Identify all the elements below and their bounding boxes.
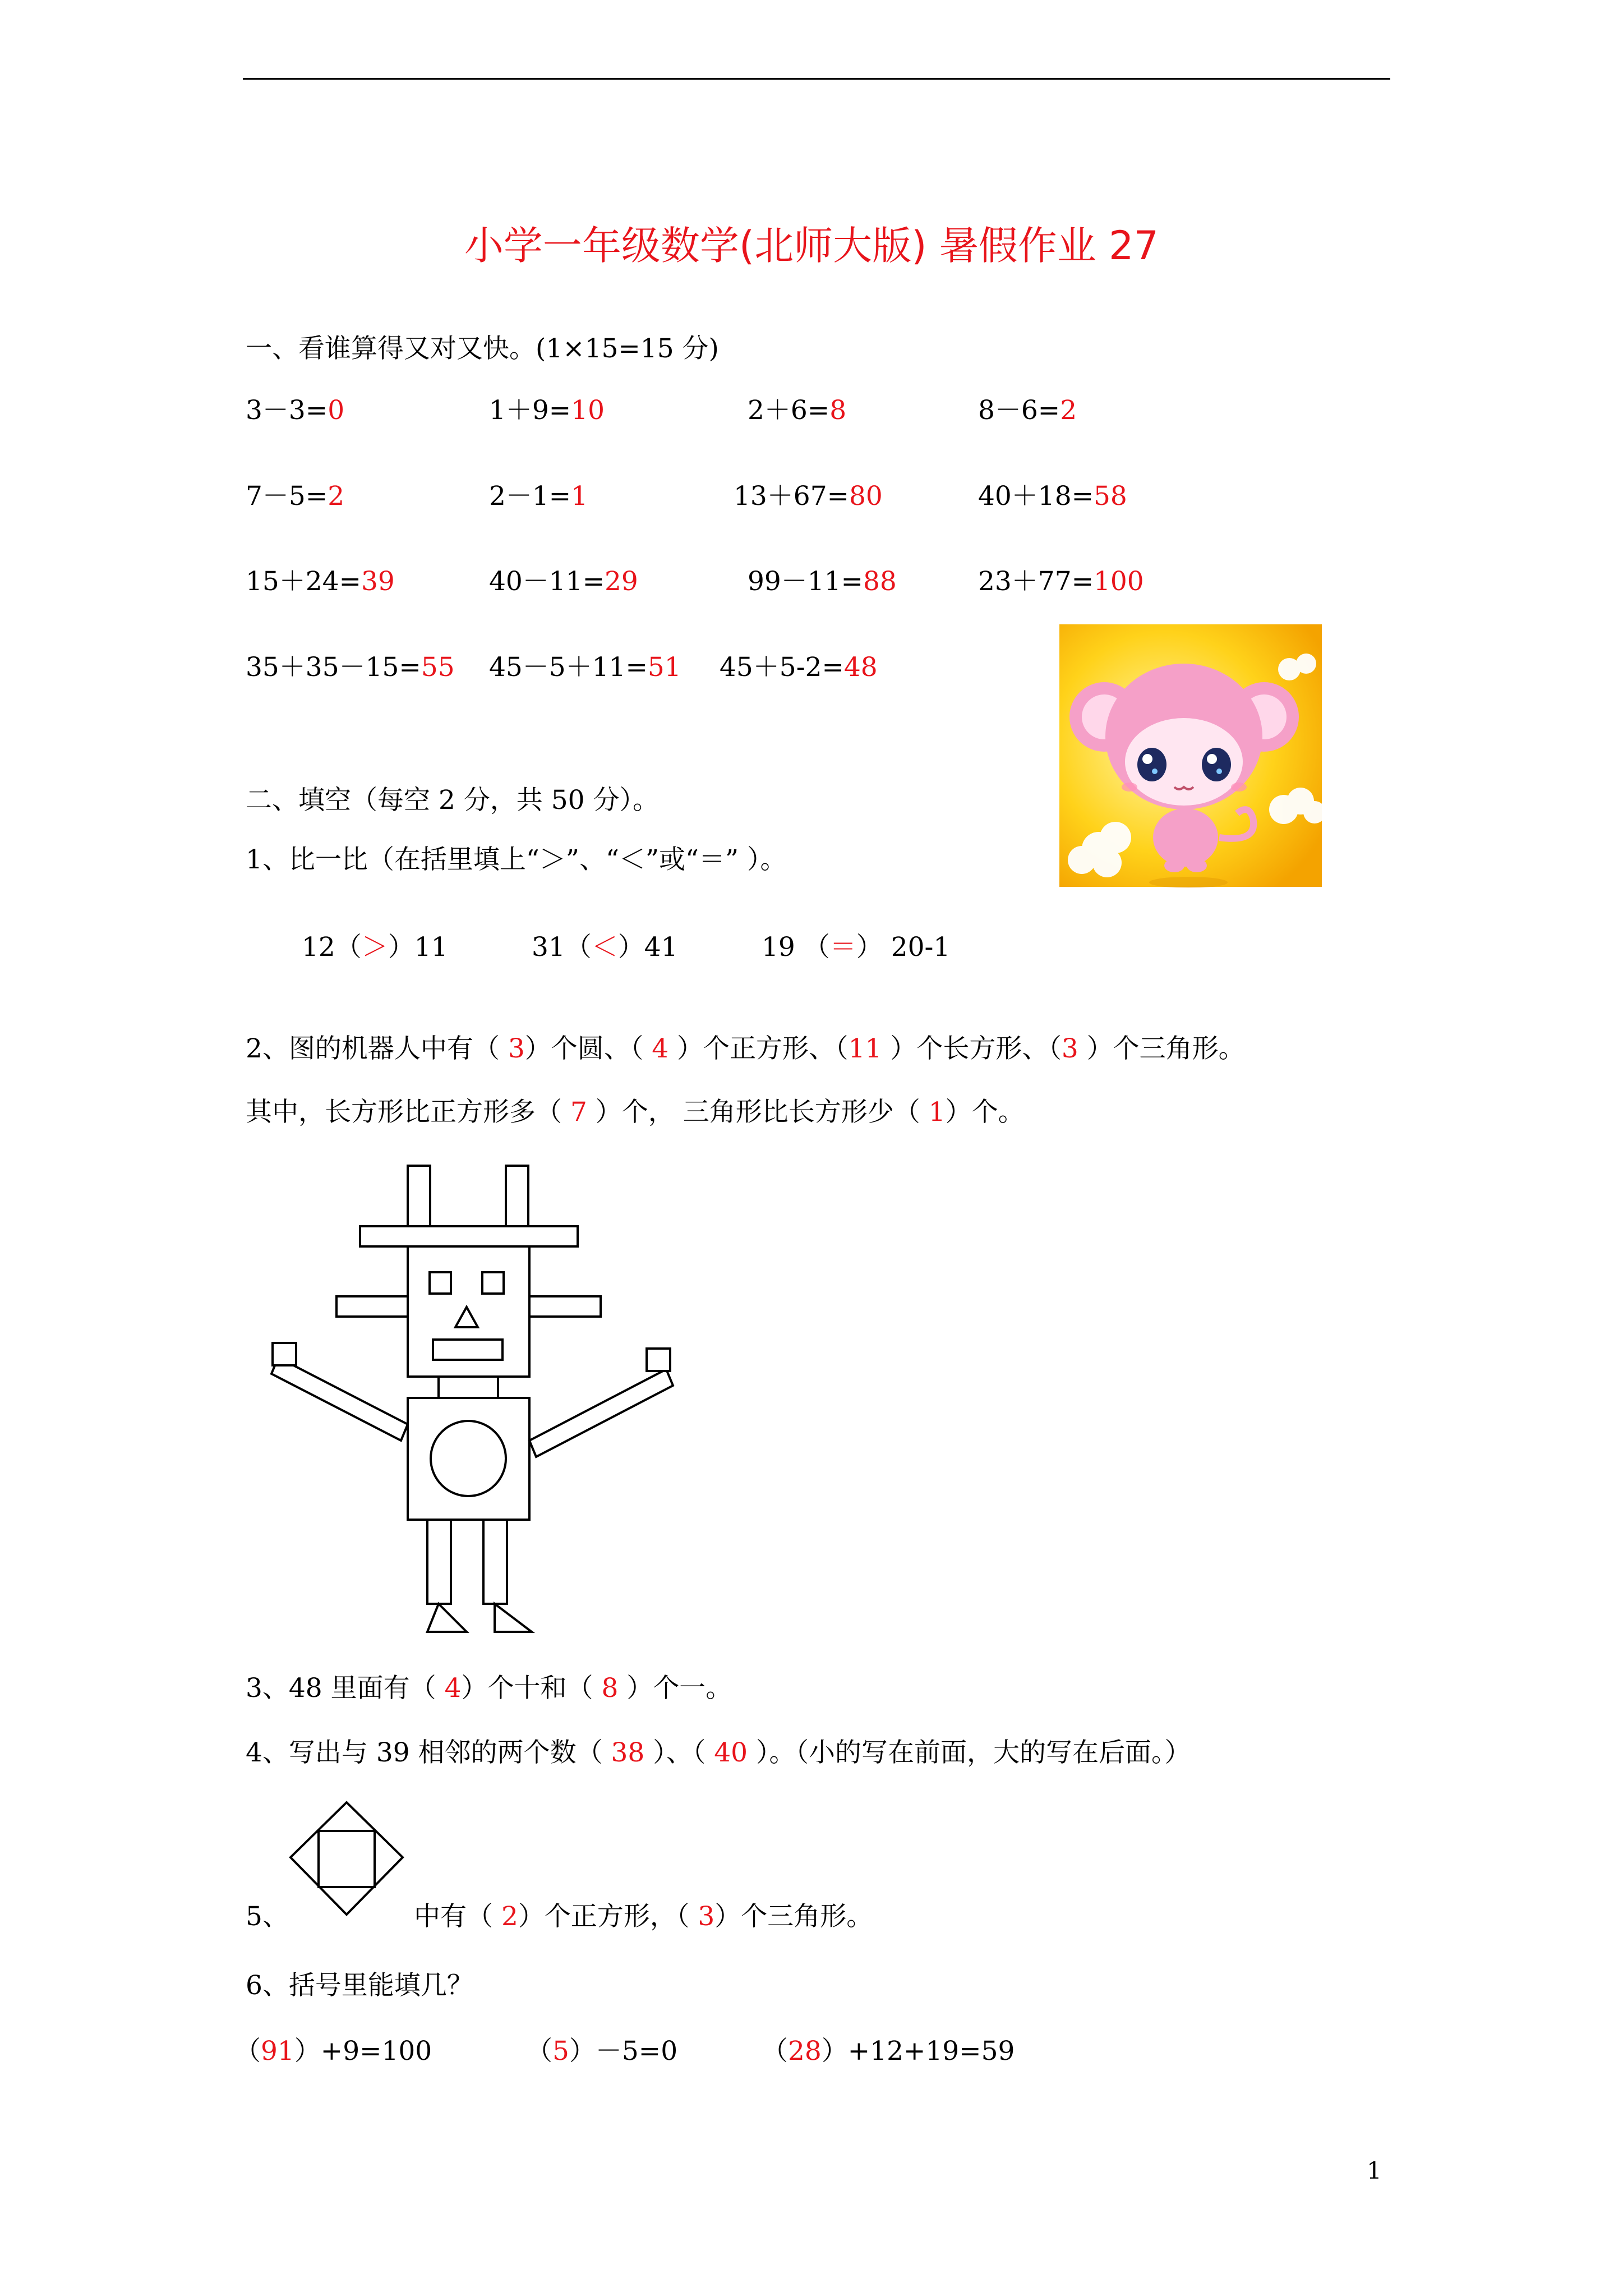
- compare-item-2: 31（＜）41: [532, 932, 678, 963]
- section1-heading: 一、看谁算得又对又快。(1×15=15 分): [246, 333, 719, 364]
- q6-item-3: （28）+12+19=59: [762, 2036, 1015, 2067]
- q3-text: 3、48 里面有（ 4）个十和（ 8 ）个一。: [246, 1673, 732, 1704]
- compare-item-3: 19 （＝） 20-1: [762, 932, 951, 963]
- problem-14: 45－5＋11=51: [489, 652, 681, 683]
- q6-item-2: （5）－5=0: [526, 2036, 678, 2067]
- page-number: 1: [1367, 2157, 1382, 2184]
- q2-line-1: 2、图的机器人中有（ 3）个圆、（ 4 ）个正方形、（11 ）个长方形、（3 ）个三角形。: [246, 1033, 1245, 1064]
- problem-13: 35＋35－15=55: [246, 652, 455, 683]
- square-in-diamond-figure: [285, 1799, 408, 1922]
- problem-12: 23＋77=100: [978, 566, 1144, 597]
- q5-text: 中有（ 2）个正方形，（ 3）个三角形。: [414, 1901, 873, 1932]
- problem-3: 2＋6=8: [748, 395, 847, 426]
- q6-prompt: 6、括号里能填几？: [246, 1970, 473, 2001]
- problem-7: 13＋67=80: [734, 481, 883, 512]
- section2-heading: 二、填空（每空 2 分，共 50 分）。: [246, 785, 659, 816]
- q5-number: 5、: [246, 1901, 289, 1932]
- monkey-cartoon-image: [1059, 624, 1322, 887]
- page-title: 小学一年级数学(北师大版) 暑假作业 27: [464, 223, 1159, 269]
- header-rule: [243, 78, 1390, 80]
- problem-2: 1＋9=10: [489, 395, 605, 426]
- problem-5: 7－5=2: [246, 481, 345, 512]
- q2-line-2: 其中，长方形比正方形多（ 7 ）个， 三角形比长方形少（ 1）个。: [246, 1097, 1025, 1128]
- q4-text: 4、写出与 39 相邻的两个数（ 38 ）、（ 40 ）。（小的写在前面，大的写在后面。）: [246, 1737, 1191, 1768]
- problem-11: 99－11=88: [748, 566, 897, 597]
- q1-prompt: 1、比一比（在括里填上“＞”、“＜”或“＝” ）。: [246, 844, 787, 875]
- problem-8: 40＋18=58: [978, 481, 1127, 512]
- problem-1: 3－3=0: [246, 395, 345, 426]
- q6-item-1: （91）+9=100: [234, 2036, 432, 2067]
- problem-4: 8－6=2: [978, 395, 1077, 426]
- robot-figure-diagram: [264, 1164, 690, 1641]
- problem-15: 45＋5-2=48: [720, 652, 878, 683]
- problem-6: 2－1=1: [489, 481, 588, 512]
- problem-10: 40－11=29: [489, 566, 638, 597]
- problem-9: 15＋24=39: [246, 566, 395, 597]
- compare-item-1: 12（＞）11: [302, 932, 448, 963]
